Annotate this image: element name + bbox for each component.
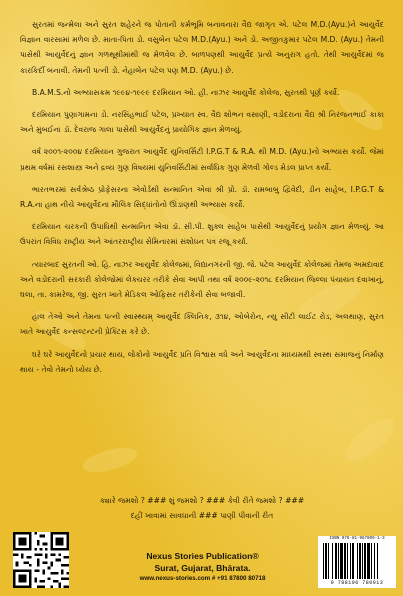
publisher-location: Surat, Gujarat, Bhārata. bbox=[154, 563, 251, 573]
bio-paragraph: દરમિયાન ચરકની ઉપાધિથી સન્માનિત એવા ડૉ. સી.પી. શુક્લ સાહેબ પાસેથી આયુર્વેદનું પ્રયોગ જ્ઞાન મેળવ્યું. આ ઉપરાંત વિવિધ રાષ્ટ્રીય અને આંતરરાષ્ટ્રીય સેમિનારમાં સંશોધન પત્ર રજૂ કર્યા. bbox=[20, 222, 384, 247]
bio-paragraph: વર્ષ ૨૦૦૧-૨૦૦૪ દરમિયાન ગુજરાત આયુર્વેદ યુનિવર્સિટી I.P.G.T & R.A. થી M.D. (Ayu.)નો અભ્યાસ કર્યો. જેમાં પ્રથમ વર્ષમાં રસશાસ્ત્ર અને દ્રવ્ય ગુણ વિષયમાં યુનિવર્સિટીમાં સર્વાધિક ગુણ મેળવી ગોલ્ડ મેડલ પ્રાપ્ત કર્યો. bbox=[20, 147, 384, 172]
author-bio bbox=[20, 17, 384, 384]
barcode-icon bbox=[323, 543, 391, 579]
bio-paragraph: B.A.M.S.નો અભ્યાસક્રમ ૧૯૯૪-૧૯૯૯ દરમિયાન ઓ. હી. નાઝર આયુર્વેદ કોલેજ, સુરતથી પૂર્ણ કર્યો. bbox=[32, 87, 340, 97]
bio-paragraph: ત્યારબાદ સુરતની ઓ. હિ. નાઝર આયુર્વેદ કોલેજમાં, વિદ્યાનગરની જી. જે. પટેલ આયુર્વેદ કોલેજમાં તેમજ અમદાવાદ અને વડોદરાની સરકારી કોલેજોમાં લેક્ચરર તરીકે સેવા આપી તથા વર્ષ ૨૦૦૯-૨૦૧૮ દરમિયાન જિલ્લા પંચાયત દવાખાનું, ઘલા, તા. કામરેજ, જી. સુરત ખાતે મેડિકલ ઓફિસર તરીકેની સેવા બજાવી. bbox=[20, 259, 384, 300]
qr-code-icon[interactable] bbox=[13, 532, 69, 588]
isbn-digits: 9 788196 780913 bbox=[330, 580, 384, 586]
bio-paragraph: દરમિયાન પુણાગામના ડો. નરસિંહભાઈ પટેલ, પ્રખ્યાત સ્વ. વૈદ્ય શોભન વસાણી, વડોદરાના વૈદ્ય શ્રી નિરંજનભાઈ કાકા અને મુંબઈના ડૉ. દેવરાજ ગાલા પાસેથી આયુર્વેદનું પ્રાયોગિક જ્ઞાન મેળવ્યું. bbox=[20, 110, 384, 135]
publisher-block bbox=[95, 550, 310, 584]
bio-paragraph: સુરતમાં જન્મેલા અને સુરત શહેરને જ પોતાની કર્મભૂમિ બનાવનારા વૈદ્ય જાગૃત એ. પટેલ M.D.(Ayu.)ને આયુર્વેદ વિજ્ઞાન વારસામાં મળેલ છે. માતા-પિતા ડો. વસુબેન પટેલ M.D.(Ayu.) અને ડો. અજીતકુમાર પટેલ M.D. (Ayu.) તેમની પાસેથી આયુર્વેદનું જ્ઞાન ગળથૂથીમાંથી જ મેળવેલ છે. બાળપણથી આયુર્વેદ પ્રત્યે અનુરાગ હતો. તેથી આયુર્વેદમાં જ કારકિર્દી બનાવી. તેમની પત્ની ડો. નેહાબેન પટેલ પણ M.D. (Ayu.) છે. bbox=[20, 20, 384, 75]
isbn-barcode bbox=[318, 536, 396, 588]
book-topics bbox=[20, 493, 384, 523]
bio-paragraph: હાલ તેઓ અને તેમના પત્ની સ્વાસ્થ્યમ્ આયુર્વેદ ક્લિનિક, ૩૧૪, ઓબેરોન, ન્યુ સીટી લાઈટ રોડ, અલથાણ, સુરત ખાતે આયુર્વેદ કન્સલ્ટન્ટની પ્રેક્ટિસ કરે છે. bbox=[20, 312, 384, 337]
bio-paragraph: ભારતભરમાં સર્વશ્રેષ્ઠ પ્રોફેસરના એવોર્ડથી સન્માનિત એવા શ્રી પ્રો. ડૉ. રામબાબુ દ્વિવેદી, ડીન સાહેબ, I.P.G.T & R.A.ના હાથ નીચે આયુર્વેદના મૌલિક સિદ્ધાંતોનો ઊંડાણથી અભ્યાસ કર્યો. bbox=[20, 184, 384, 210]
publisher-name: Nexus Stories Publication® bbox=[146, 551, 259, 561]
topics-line: દહીં ખાવામાં સાવધાની ### પાણી પીવાની રીત bbox=[130, 511, 274, 521]
isbn-label: ISBN 978-81-967809-1-3 bbox=[329, 537, 385, 541]
topics-line: ક્યારે જમશો ? ### શું જમશો ? ### કેવી રીતે જમશો ? ### bbox=[99, 496, 305, 505]
bio-paragraph: ઘરે ઘરે આયુર્વેદનો પ્રચાર થાય, લોકોનો આયુર્વેદ પ્રતિ વિશ્વાસ વધે અને આયુર્વેદના માધ્યમથી સ્વસ્થ સમાજનું નિર્માણ થાય - તેવો તેમનો ધ્યેય છે. bbox=[20, 349, 384, 374]
publisher-contact[interactable]: www.nexus-stories.com # +91 87800 80718 bbox=[139, 575, 266, 582]
